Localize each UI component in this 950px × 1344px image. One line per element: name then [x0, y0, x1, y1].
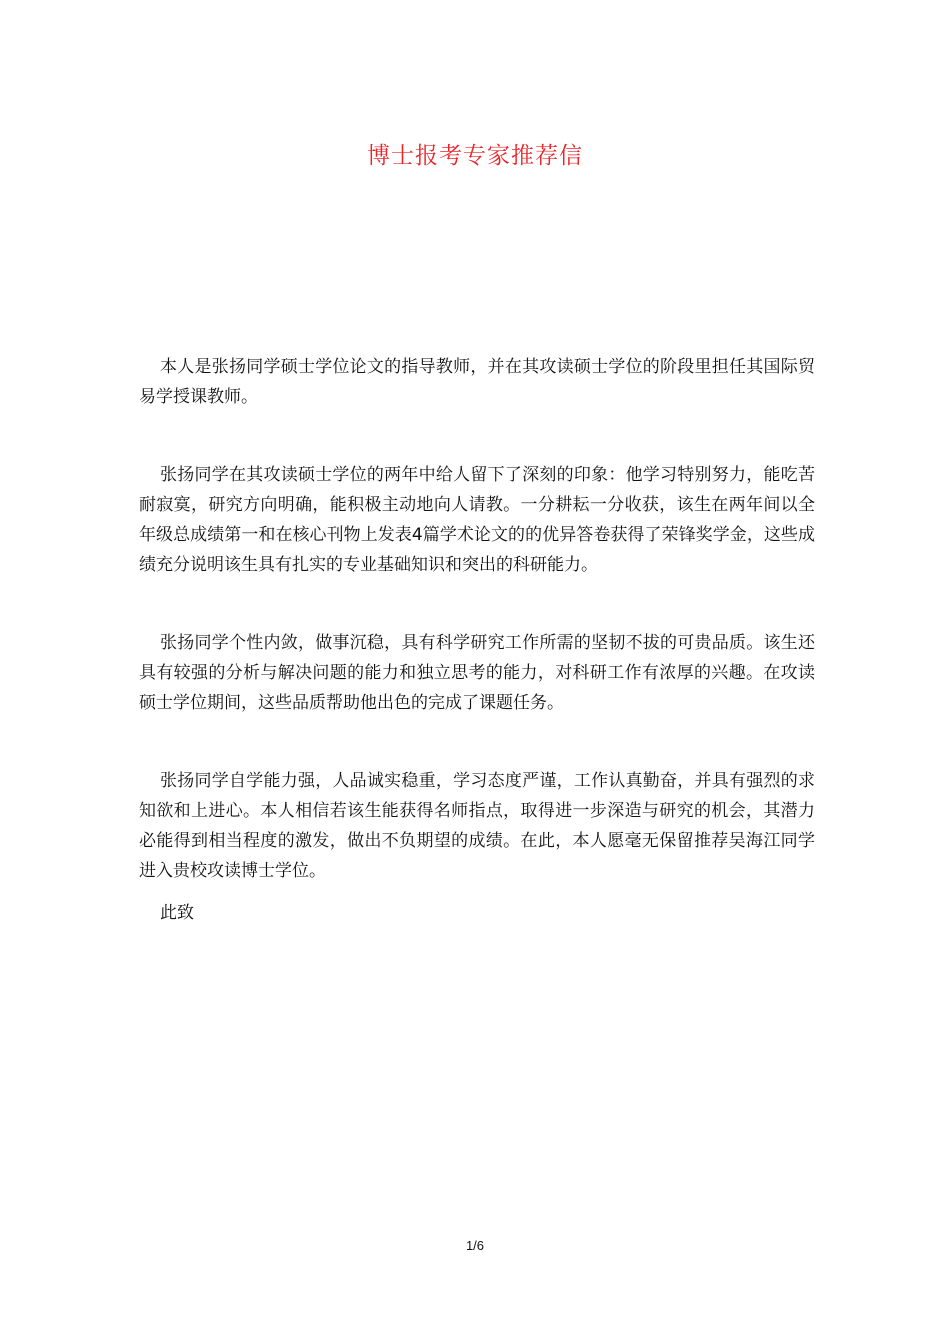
- letter-body: [139, 352, 815, 976]
- paragraph-1: 本人是张扬同学硕士学位论文的指导教师，并在其攻读硕士学位的阶段里担任其国际贸易学授课教师。: [139, 357, 815, 407]
- document-title: 博士报考专家推荐信: [367, 143, 583, 169]
- closing-salutation: 此致: [160, 903, 194, 923]
- page-number: 1/6: [465, 1238, 485, 1253]
- paragraph-2: 张扬同学在其攻读硕士学位的两年中给人留下了深刻的印象：他学习特别努力，能吃苦耐寂寞，研究方向明确，能积极主动地向人请教。一分耕耘一分收获，该生在两年间以全年级总成绩第一和在核心刊物上发表4篇学术论文的的优异答卷获得了荣锋奖学金，这些成绩充分说明该生具有扎实的专业基础知识和突出的科研能力。: [139, 465, 815, 575]
- paragraph-4: 张扬同学自学能力强，人品诚实稳重，学习态度严谨，工作认真勤奋，并具有强烈的求知欲和上进心。本人相信若该生能获得名师指点，取得进一步深造与研究的机会，其潜力必能得到相当程度的激发，做出不负期望的成绩。在此，本人愿毫无保留推荐吴海江同学进入贵校攻读博士学位。: [139, 771, 815, 881]
- paragraph-3: 张扬同学个性内敛，做事沉稳，具有科学研究工作所需的坚韧不拔的可贵品质。该生还具有较强的分析与解决问题的能力和独立思考的能力，对科研工作有浓厚的兴趣。在攻读硕士学位期间，这些品质帮助他出色的完成了课题任务。: [139, 633, 815, 713]
